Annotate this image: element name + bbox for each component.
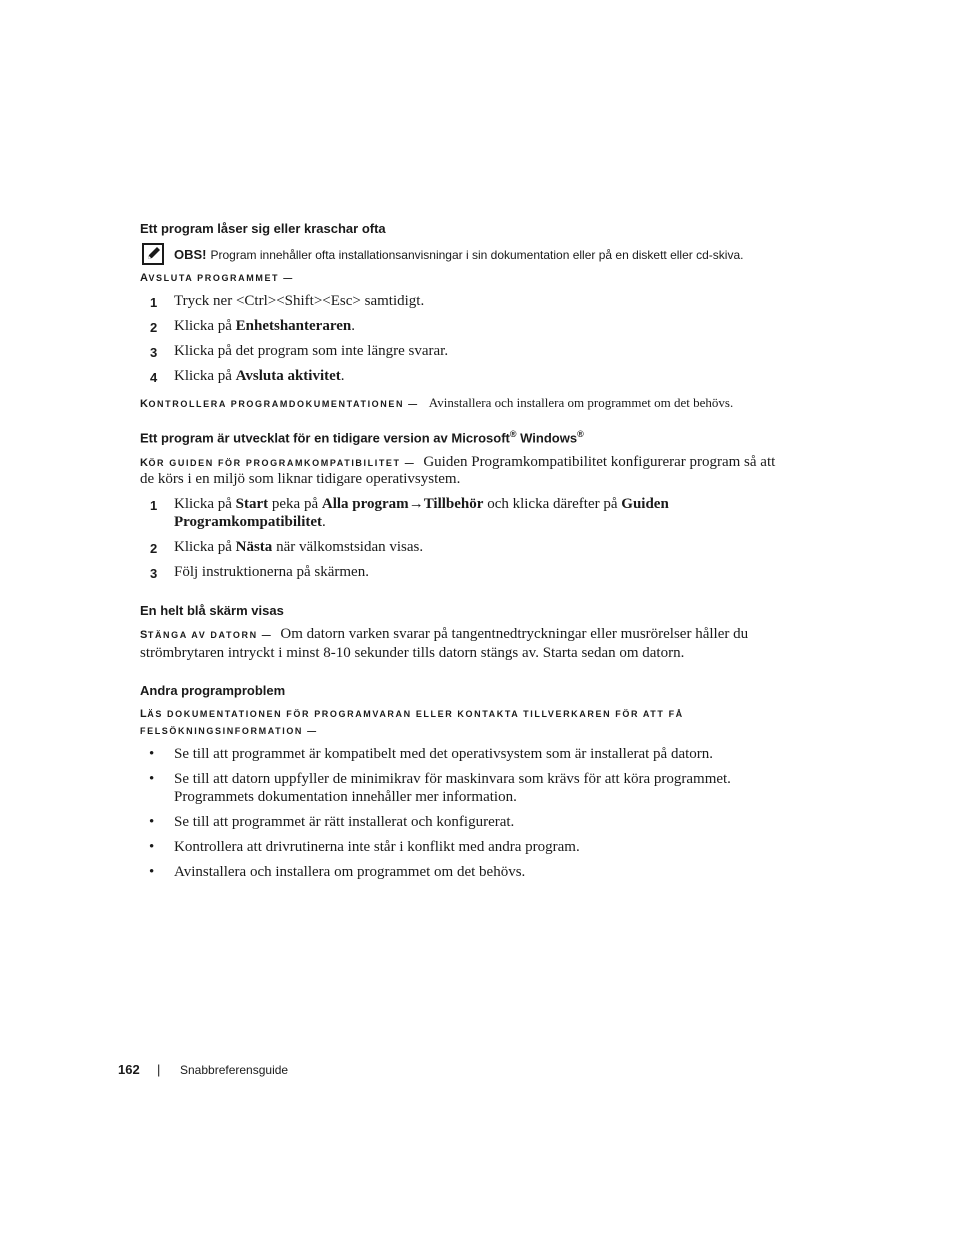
note bbox=[174, 246, 743, 264]
subheading-kontrollera: KONTROLLERA PROGRAMDOKUMENTATIONEN — Avinstallera och installera om programmet om det behövs. bbox=[140, 395, 734, 410]
subheading-las-dokumentationen-line2: FELSÖKNINGSINFORMATION — bbox=[140, 726, 318, 736]
step-number: 4 bbox=[150, 370, 158, 385]
section-heading-blue-screen: En helt blå skärm visas bbox=[140, 603, 284, 618]
section-heading-compat: Ett program är utvecklat för en tidigare version av Microsoft® Windows® bbox=[140, 429, 584, 446]
bullet-text: Se till att programmet är rätt installerat och konfigurerat. bbox=[174, 814, 515, 830]
step-text: Klicka på Avsluta aktivitet. bbox=[174, 368, 345, 384]
step-text: Klicka på Enhetshanteraren. bbox=[174, 318, 355, 334]
step-text: Tryck ner <Ctrl><Shift><Esc> samtidigt. bbox=[174, 293, 425, 309]
footer-title: Snabbreferensguide bbox=[180, 1063, 289, 1077]
step-number: 2 bbox=[150, 320, 158, 335]
section-heading-crash: Ett program låser sig eller kraschar ofta bbox=[140, 221, 386, 236]
paragraph-line: strömbrytaren intryckt i minst 8-10 sekunder tills datorn stängs av. Starta sedan om datorn. bbox=[140, 645, 685, 661]
pencil-note-icon bbox=[142, 243, 164, 265]
step-number: 3 bbox=[150, 566, 158, 581]
bullet-text: Se till att datorn uppfyller de minimikrav för maskinvara som krävs för att köra programmet. bbox=[174, 771, 731, 787]
step-number: 1 bbox=[150, 295, 158, 310]
paragraph-line: de körs i en miljö som liknar tidigare operativsystem. bbox=[140, 471, 461, 487]
subheading-stanga: STÄNGA AV DATORN — Om datorn varken svarar på tangentnedtryckningar eller musrörelser håller du bbox=[140, 626, 749, 642]
subheading-kor-guiden: KÖR GUIDEN FÖR PROGRAMKOMPATIBILITET — Guiden Programkompatibilitet konfigurerar program så att bbox=[140, 454, 776, 470]
bullet-text: Kontrollera att drivrutinerna inte står i konflikt med andra program. bbox=[174, 839, 580, 855]
bullet-marker: • bbox=[149, 864, 155, 880]
step-text: Klicka på Nästa när välkomstsidan visas. bbox=[174, 539, 424, 555]
note-label: OBS! bbox=[174, 247, 207, 262]
bullet-text: Se till att programmet är kompatibelt med det operativsystem som är installerat på datorn. bbox=[174, 746, 714, 762]
bullet-marker: • bbox=[149, 771, 155, 787]
note-text: Program innehåller ofta installationsanvisningar i sin dokumentation eller på en diskett eller cd-skiva. bbox=[210, 248, 744, 262]
subheading-avsluta: AVSLUTA PROGRAMMET — bbox=[140, 272, 294, 284]
step-text: Följ instruktionerna på skärmen. bbox=[174, 564, 369, 580]
step-number: 3 bbox=[150, 345, 158, 360]
step-text: Klicka på Start peka på Alla program→Tillbehör och klicka därefter på Guiden bbox=[174, 496, 669, 512]
bullet-marker: • bbox=[149, 746, 155, 762]
bullet-marker: • bbox=[149, 814, 155, 830]
bullet-marker: • bbox=[149, 839, 155, 855]
step-number: 1 bbox=[150, 498, 158, 513]
subheading-las-dokumentationen: LÄS DOKUMENTATIONEN FÖR PROGRAMVARAN ELLER KONTAKTA TILLVERKAREN FÖR ATT FÅ bbox=[140, 708, 684, 720]
step-text-continued: Programkompatibilitet. bbox=[174, 514, 326, 530]
step-text: Klicka på det program som inte längre svarar. bbox=[174, 343, 449, 359]
footer-separator: | bbox=[157, 1062, 161, 1077]
page-number: 162 bbox=[118, 1062, 140, 1077]
bullet-text-continued: Programmets dokumentation innehåller mer information. bbox=[174, 789, 517, 805]
section-heading-other: Andra programproblem bbox=[140, 683, 286, 698]
step-number: 2 bbox=[150, 541, 158, 556]
bullet-text: Avinstallera och installera om programmet om det behövs. bbox=[174, 864, 526, 880]
